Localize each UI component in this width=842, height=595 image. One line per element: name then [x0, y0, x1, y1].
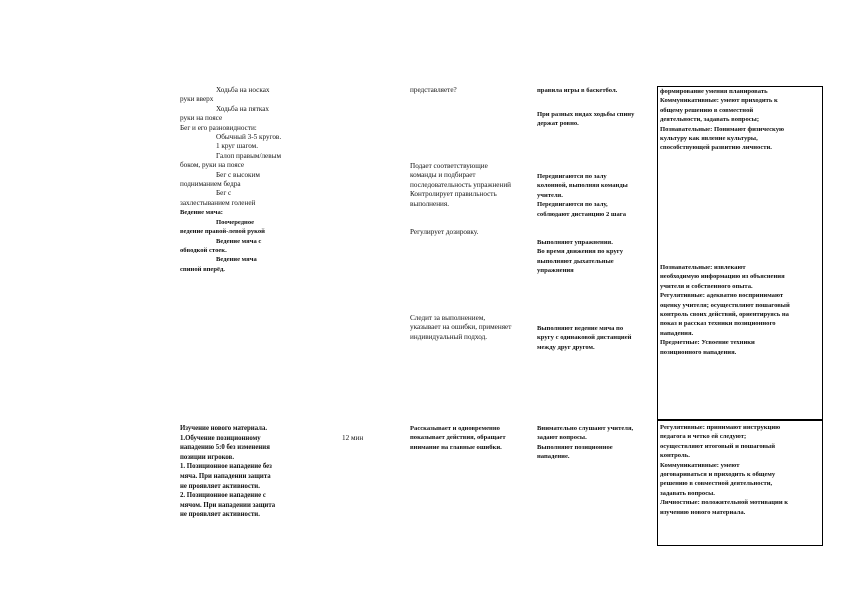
uud-line: нападения.: [660, 329, 694, 337]
uud-line: [660, 96, 784, 105]
exercise-line: боком, руки на поясе: [180, 161, 245, 170]
uud-label: Познавательные:: [660, 264, 714, 271]
uud-line: общему решению в совместной: [660, 106, 754, 114]
uud-cell-top: [657, 86, 823, 420]
exercise-line: захлестыванием голеней: [180, 198, 256, 207]
text-line: позиции игроков.: [180, 453, 235, 461]
text-line: Изучение нового материала.: [180, 425, 268, 432]
text-line: Регулирует дозировку.: [410, 228, 479, 236]
exercise-line: Поочередное: [216, 218, 255, 226]
exercise-line: Обычный 3-5 кругов.: [216, 133, 282, 142]
text-line: выполнения.: [410, 199, 449, 208]
column1-bottom-text: [180, 424, 275, 520]
uud-label-text: адекватно воспринимают: [706, 292, 784, 300]
uud-line: задавать вопросы.: [660, 489, 715, 497]
text-line: учителя.: [537, 191, 563, 199]
uud-label: Предметные:: [660, 339, 702, 347]
exercise-line: Ходьба на пятках: [216, 104, 269, 113]
uud-line: деятельности, задавать вопросы;: [660, 116, 760, 124]
teacher-text-e: [410, 424, 506, 452]
uud-label-text: принимают инструкцию: [706, 424, 781, 431]
uud-line: [660, 125, 784, 134]
text-line: последовательность упражнений: [410, 180, 512, 189]
exercise-line: 1 круг шагом.: [216, 142, 259, 151]
student-text-f: [537, 424, 633, 462]
text-line: упражнения: [537, 267, 574, 275]
text-line: Подает соответствующие: [410, 162, 488, 170]
uud-label: Познавательные:: [660, 125, 714, 133]
text-line: правила игры в баскетбол.: [537, 87, 618, 94]
uud-line: изучению нового материала.: [660, 508, 746, 516]
text-line: соблюдают дистанцию 2 шага: [537, 210, 627, 218]
text-line: Рассказывает и одновременно: [410, 425, 500, 432]
text-line: 2. Позиционное нападение с: [180, 492, 266, 500]
text-line: нападению 5:0 без изменения: [180, 444, 270, 452]
text-line: Выполняют позиционное: [537, 443, 613, 451]
text-line: Контролирует правильность: [410, 190, 497, 199]
text-line: нападение.: [537, 453, 570, 461]
student-text-e: [537, 324, 631, 352]
uud-line: показ и рассказ техники позиционного: [660, 320, 776, 328]
exercise-line: Бег с: [216, 189, 232, 198]
uud-line: [660, 263, 790, 272]
uud-line: [660, 338, 790, 347]
uud-label-text: умеют приходить к: [720, 97, 778, 105]
text-line: задают вопросы.: [537, 434, 587, 442]
exercise-line: Ведение мяча:: [180, 209, 223, 217]
text-line: мяча. При нападении защита: [180, 472, 271, 480]
exercise-line: ведение правой-левой рукой: [180, 228, 265, 236]
text-line: представляете?: [410, 86, 457, 94]
exercise-line: обводкой стоек.: [180, 246, 227, 254]
uud-line: [660, 498, 788, 507]
text-line: держат ровно.: [537, 120, 579, 128]
uud-line: учителя и собственного опыта.: [660, 282, 753, 290]
uud-line: [660, 461, 788, 470]
uud-text-top-b: [660, 263, 790, 357]
exercise-line: Бег с высоким: [216, 170, 260, 179]
uud-line: необходимую информацию из объяснения: [660, 273, 785, 281]
uud-label-text: положительной мотивации к: [701, 499, 789, 507]
teacher-text-d: [410, 314, 511, 342]
exercise-line: Ведение мяча с: [216, 237, 262, 245]
text-line: указывает на ошибки, применяет: [410, 323, 512, 332]
uud-cell-bottom: [657, 420, 823, 546]
uud-line: культуру как явление культуры,: [660, 135, 758, 143]
text-line: Передвигаются по залу,: [537, 201, 608, 209]
teacher-text-c: [410, 228, 478, 237]
uud-line: решению в совместной деятельности,: [660, 480, 773, 488]
exercise-line: Ходьба на носках: [216, 86, 270, 94]
student-text-c: [537, 172, 628, 219]
column1-top-text: [180, 86, 281, 274]
uud-label-text: извлекают: [713, 264, 746, 271]
uud-line: договариваться и приходить к общему: [660, 471, 776, 479]
text-line: Передвигаются по залу: [537, 173, 607, 180]
time-label: 12 мин: [342, 434, 364, 442]
student-text-d: [537, 238, 623, 276]
teacher-text-a: [410, 86, 457, 95]
uud-label-text: Усвоение техники: [701, 339, 755, 347]
exercise-line: подниманием бедра: [180, 180, 241, 189]
uud-label: Коммуникативные:: [660, 97, 721, 105]
text-line: При разных видах ходьбы спину: [537, 111, 635, 118]
text-line: Выполняют упражнения.: [537, 239, 613, 246]
uud-line: [660, 423, 788, 432]
text-line: внимание на главные ошибки.: [410, 443, 502, 451]
text-line: Во время движения по кругу: [537, 248, 624, 256]
uud-line: формирование умения планировать: [660, 88, 768, 95]
text-line: индивидуальный подход.: [410, 332, 488, 341]
uud-line: осуществляют итоговый и пошаговый: [660, 442, 775, 450]
student-text-a: [537, 86, 617, 95]
exercise-line: руки вверх: [180, 95, 214, 104]
exercise-line: Бег и его разновидности:: [180, 123, 257, 132]
student-text-b: [537, 110, 634, 129]
text-line: выполняют дыхательные: [537, 257, 614, 265]
text-line: Следит за выполнением,: [410, 314, 486, 322]
uud-label: Регулятивные:: [660, 292, 707, 300]
uud-label-text: Понимают физическую: [713, 125, 785, 133]
text-line: 1.Обучение позиционному: [180, 434, 261, 442]
exercise-line: Галоп правым/левым: [216, 151, 281, 160]
uud-text-bottom: [660, 423, 788, 517]
exercise-line: руки на поясе: [180, 114, 223, 123]
text-line: колонной, выполняя команды: [537, 182, 628, 190]
uud-label: Личностные:: [660, 499, 702, 507]
uud-label: Регулятивные:: [660, 424, 707, 431]
text-line: не проявляет активности.: [180, 511, 260, 519]
uud-line: контроль.: [660, 452, 690, 460]
text-line: 1. Позиционное нападение без: [180, 463, 272, 471]
uud-label: Коммуникативные:: [660, 461, 721, 469]
text-line: Внимательно слушают учителя,: [537, 425, 634, 432]
uud-label-text: умеют: [720, 461, 740, 469]
uud-line: позиционного нападения.: [660, 348, 737, 356]
text-line: Выполняют ведение мяча по: [537, 325, 624, 332]
text-line: мячом. При нападении защита: [180, 501, 276, 509]
text-line: команды и подбирает: [410, 171, 476, 180]
text-line: показывает действия, обращает: [410, 434, 506, 442]
uud-line: [660, 291, 790, 300]
uud-line: педагога и четко ей следуют;: [660, 433, 747, 441]
teacher-text-b: [410, 162, 511, 209]
exercise-line: Ведение мяча: [216, 256, 257, 264]
uud-line: оценку учителя; осуществляют пошаговый: [660, 301, 790, 309]
uud-text-top-a: [660, 87, 784, 153]
text-line: не проявляет активности.: [180, 482, 260, 490]
text-line: между друг другом.: [537, 343, 595, 351]
uud-line: способствующей развитию личности.: [660, 144, 772, 152]
exercise-line: спиной вперёд.: [180, 265, 225, 273]
text-line: кругу с одинаковой дистанцией: [537, 334, 632, 342]
uud-line: контроль своих действий, ориентируясь на: [660, 311, 789, 319]
